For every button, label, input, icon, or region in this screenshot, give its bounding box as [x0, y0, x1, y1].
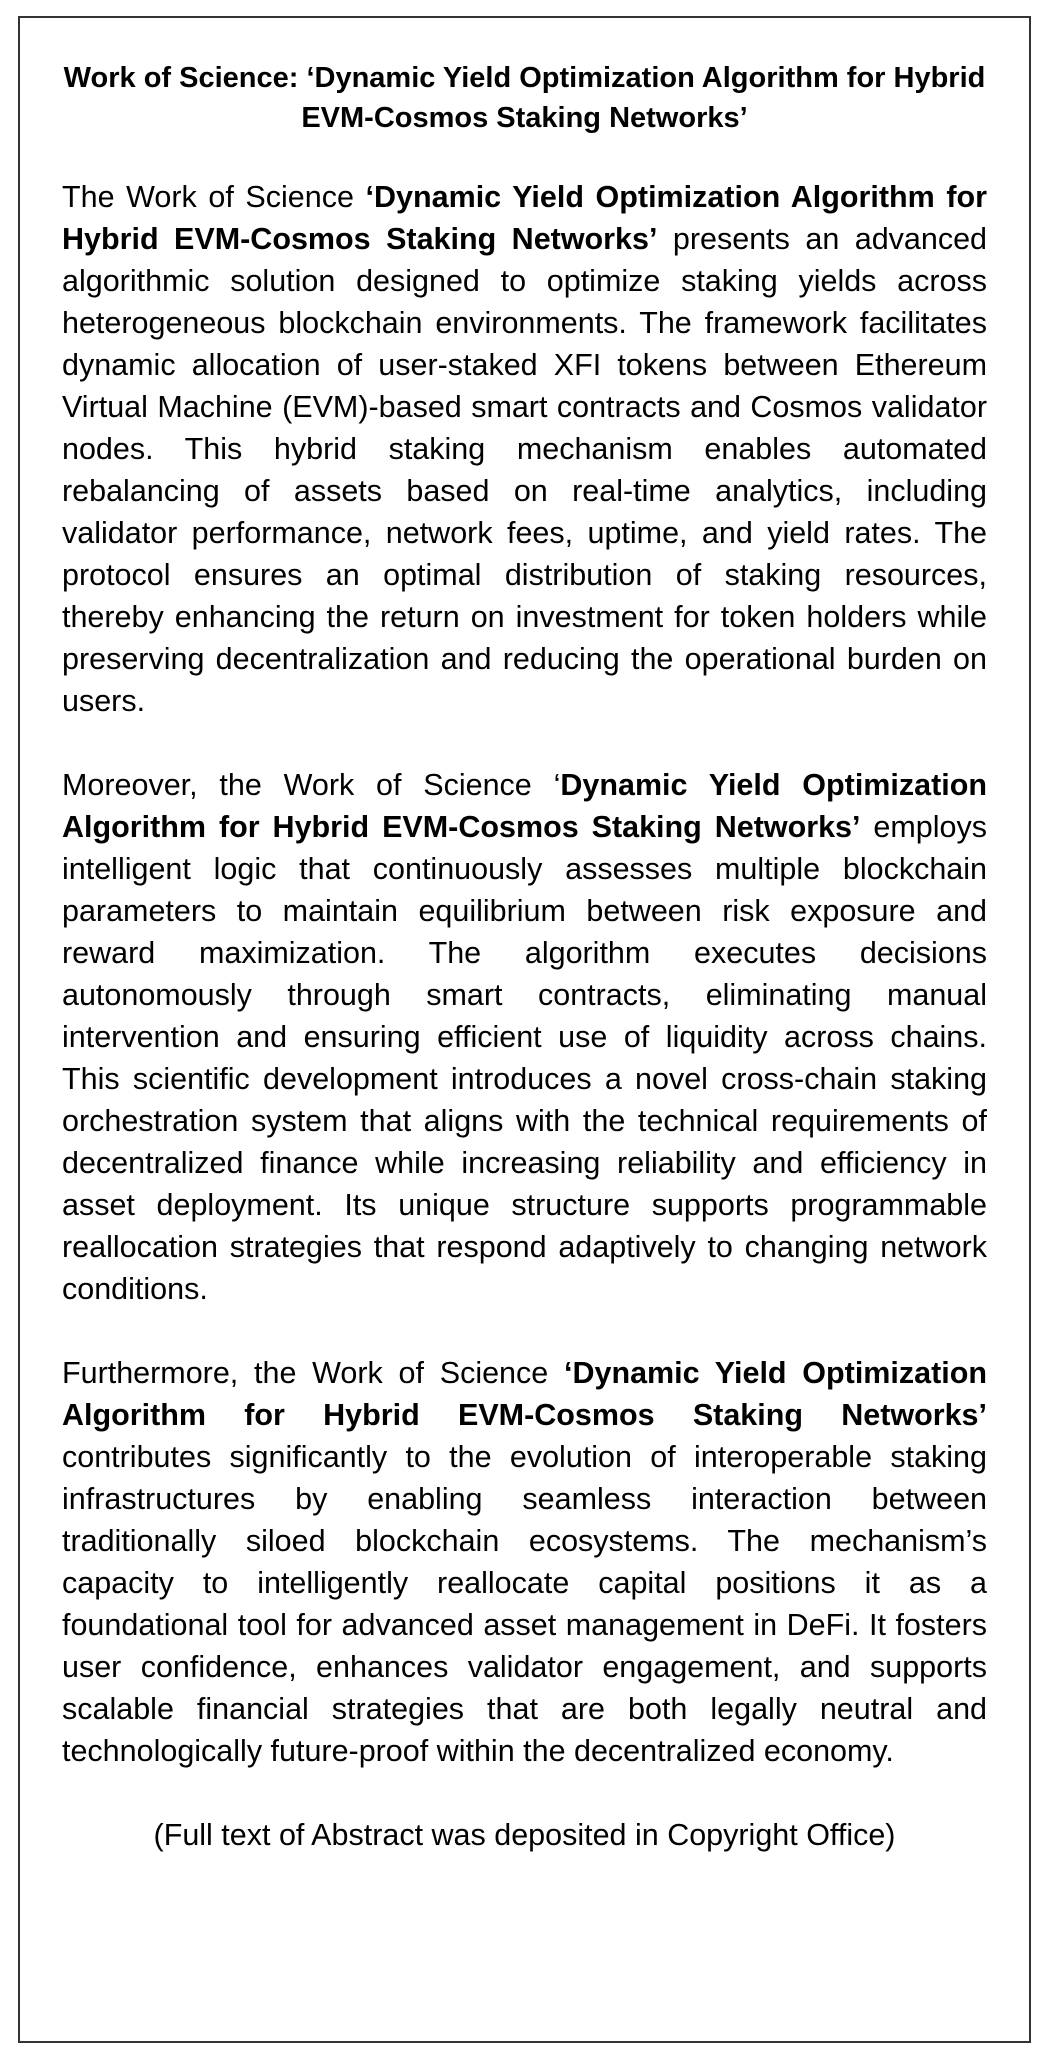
paragraph-3-work-title: ‘Dynamic Yield Optimization Algorithm for Hybrid EVM-Cosmos Staking Networks’	[62, 1356, 987, 1432]
paragraph-2-lead: Moreover, the Work of Science ‘	[62, 768, 561, 802]
abstract-content	[62, 58, 987, 1856]
paragraph-2-work-title: Dynamic Yield Optimization Algorithm for Hybrid EVM-Cosmos Staking Networks’	[62, 768, 987, 844]
deposit-footnote: (Full text of Abstract was deposited in Copyright Office)	[153, 1818, 896, 1852]
abstract-paragraph-2	[62, 764, 987, 1310]
paragraph-3-lead: Furthermore, the Work of Science	[62, 1356, 564, 1390]
paragraph-1-lead: The Work of Science	[62, 180, 366, 214]
paragraph-3-body: contributes significantly to the evolution of interoperable staking infrastructures by enabling seamless interaction between traditionally siloed blockchain ecosystems. The mechanism’s capacity to intelligently reallocate capital positions it as a foundational tool for advanced asset management in DeFi. It fosters user confidence, enhances validator engagement, and supports scalable financial strategies that are both legally neutral and technologically future-proof within the decentralized economy.	[62, 1440, 987, 1768]
abstract-paragraph-1	[62, 176, 987, 722]
paragraph-2-body: employs intelligent logic that continuously assesses multiple blockchain parameters to maintain equilibrium between risk exposure and reward maximization. The algorithm executes decisions autonomously through smart contracts, eliminating manual intervention and ensuring efficient use of liquidity across chains. This scientific development introduces a novel cross-chain staking orchestration system that aligns with the technical requirements of decentralized finance while increasing reliability and efficiency in asset deployment. Its unique structure supports programmable reallocation strategies that respond adaptively to changing network conditions.	[62, 810, 987, 1306]
abstract-frame	[18, 16, 1031, 2043]
paragraph-1-work-title: ‘Dynamic Yield Optimization Algorithm for Hybrid EVM-Cosmos Staking Networks’	[62, 180, 987, 256]
paragraph-1-body: presents an advanced algorithmic solution designed to optimize staking yields across heterogeneous blockchain environments. The framework facilitates dynamic allocation of user-staked XFI tokens between Ethereum Virtual Machine (EVM)-based smart contracts and Cosmos validator nodes. This hybrid staking mechanism enables automated rebalancing of assets based on real-time analytics, including validator performance, network fees, uptime, and yield rates. The protocol ensures an optimal distribution of staking resources, thereby enhancing the return on investment for token holders while preserving decentralization and reducing the operational burden on users.	[62, 222, 988, 718]
document-title: Work of Science: ‘Dynamic Yield Optimization Algorithm for Hybrid EVM-Cosmos Staking Networks’	[63, 62, 986, 134]
abstract-paragraph-3	[62, 1352, 987, 1772]
